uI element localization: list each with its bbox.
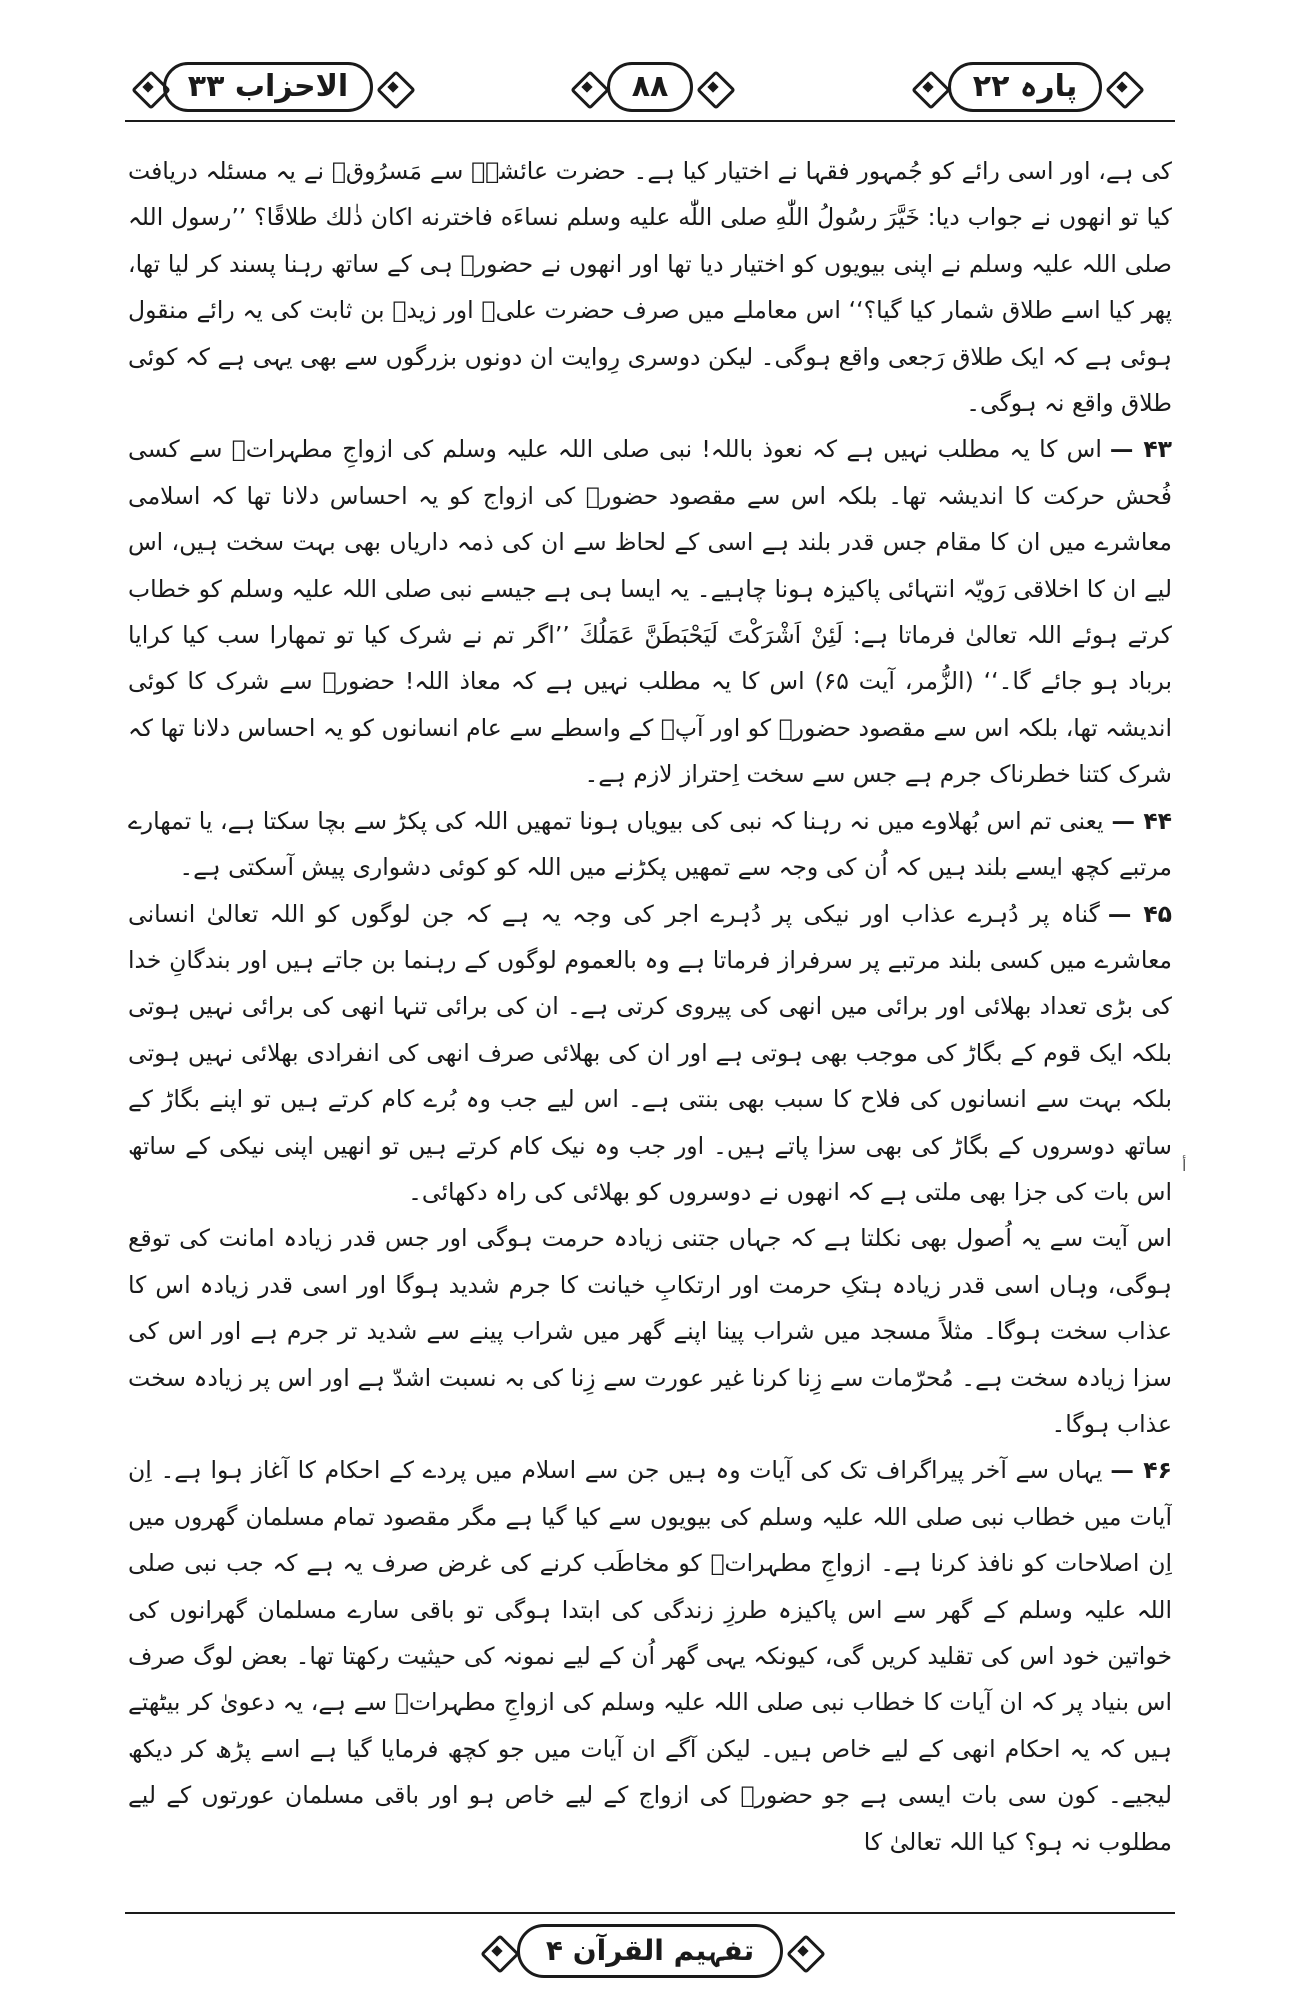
paragraph: [128, 1215, 1172, 1447]
page-number: ۸۸: [607, 62, 694, 112]
footer: [0, 1924, 1300, 1978]
book-title: تفہیم القرآن ۴: [517, 1924, 783, 1978]
paragraph-text: یہاں سے آخر پیراگراف تک کی آیات وہ ہیں جن سے اسلام میں پردے کے احکام کا آغاز ہوا ہے۔ اِن آیات میں خطاب نبی صلی اللہ علیہ وسلم کی بیویوں سے کیا گیا ہے مگر مقصود تمام مسلمان گھروں میں اِن اصلاحات کو نافذ کرنا ہے۔ ازواجِ مطہراتؓ کو مخاطَب کرنے کی غرض صرف یہ ہے کہ جب نبی صلی اللہ علیہ وسلم کے گھر سے اس پاکیزہ طرزِ زندگی کی ابتدا ہوگی تو باقی سارے مسلمان گھرانوں کی خواتین خود اس کی تقلید کریں گی، کیونکہ یہی گھر اُن کے لیے نمونہ کی حیثیت رکھتا تھا۔ بعض لوگ صرف اس بنیاد پر کہ ان آیات کا خطاب نبی صلی اللہ علیہ وسلم کی ازواجِ مطہراتؓ سے ہے، یہ دعویٰ کر بیٹھتے ہیں کہ یہ احکام انھی کے لیے خاص ہیں۔ لیکن آگے ان آیات میں جو کچھ فرمایا گیا ہے اسے پڑھ کر دیکھ لیجیے۔ کون سی بات ایسی ہے جو حضورؐ کی ازواج کے لیے خاص ہو اور باقی مسلمان عورتوں کے لیے مطلوب نہ ہو؟ کیا اللہ تعالیٰ کا: [128, 1456, 1172, 1856]
paragraph: [128, 891, 1172, 1216]
paragraph-text: اس کا یہ مطلب نہیں ہے کہ نعوذ باللہ! نبی صلی اللہ علیہ وسلم کی ازواجِ مطہراتؓ سے کسی فُحش حرکت کا اندیشہ تھا۔ بلکہ اس سے مقصود حضورؐ کی ازواج کو یہ احساس دلانا تھا کہ اسلامی معاشرے میں ان کا مقام جس قدر بلند ہے اسی کے لحاظ سے ان کی ذمہ داریاں بھی بہت سخت ہیں، اس لیے ان کا اخلاقی رَویّہ انتہائی پاکیزہ ہونا چاہیے۔ یہ ایسا ہی ہے جیسے نبی صلی اللہ علیہ وسلم کو خطاب کرتے ہوئے اللہ تعالیٰ فرماتا ہے: لَئِنْ اَشْرَكْتَ لَيَحْبَطَنَّ عَمَلُكَ ’’اگر تم نے شرک کیا تو تمھارا سب کیا کرایا برباد ہو جائے گا۔‘‘ (الزُّمر، آیت ۶۵) اس کا یہ مطلب نہیں ہے کہ معاذ اللہ! حضورؐ سے شرک کا کوئی اندیشہ تھا، بلکہ اس سے مقصود حضورؐ کو اور آپؐ کے واسطے سے عام انسانوں کو یہ احساس دلانا تھا کہ شرک کتنا خطرناک جرم ہے جس سے سخت اِحتراز لازم ہے۔: [128, 435, 1172, 789]
paragraph-text: کی ہے، اور اسی رائے کو جُمہور فقہا نے اختیار کیا ہے۔ حضرت عائشہؓ سے مَسرُوقؒ نے یہ مسئلہ دریافت کیا تو انھوں نے جواب دیا: خَيَّرَ رسُولُ اللّٰهِ صلى اللّٰه عليه وسلم نساءَه فاخترنه اكان ذٰلك طلاقًا؟ ’’رسول اللہ صلی اللہ علیہ وسلم نے اپنی بیویوں کو اختیار دیا تھا اور انھوں نے حضورؐ ہی کے ساتھ رہنا پسند کر لیا تھا، پھر کیا اسے طلاق شمار کیا گیا؟‘‘ اس معاملے میں صرف حضرت علیؓ اور زیدؓ بن ثابت کی یہ رائے منقول ہوئی ہے کہ ایک طلاق رَجعی واقع ہوگی۔ لیکن دوسری رِوایت ان دونوں بزرگوں سے بھی یہی ہے کہ کوئی طلاق واقع نہ ہوگی۔: [128, 157, 1172, 418]
ornament-icon: [1102, 67, 1142, 107]
margin-mark: أ: [1182, 1156, 1187, 1175]
ornament-icon: [908, 67, 948, 107]
header-rule: [125, 120, 1175, 122]
ornament-icon: [373, 67, 408, 107]
ornament-icon: [693, 67, 733, 107]
paragraph-text: گناہ پر دُہرے عذاب اور نیکی پر دُہرے اجر کی وجہ یہ ہے کہ جن لوگوں کو اللہ تعالیٰ انسانی معاشرے میں کسی بلند مرتبے پر سرفراز فرماتا ہے وہ بالعموم لوگوں کے رہنما بن جاتے ہیں اور بندگانِ خدا کی بڑی تعداد بھلائی اور برائی میں انھی کی پیروی کرتی ہے۔ ان کی برائی تنہا انھی کی برائی نہیں ہوتی بلکہ ایک قوم کے بگاڑ کی موجب بھی ہوتی ہے اور ان کی بھلائی صرف انھی کی انفرادی بھلائی نہیں ہوتی بلکہ بہت سے انسانوں کی فلاح کا سبب بھی بنتی ہے۔ اس لیے جب وہ بُرے کام کرتے ہیں تو اپنے بگاڑ کے ساتھ دوسروں کے بگاڑ کی بھی سزا پاتے ہیں۔ اور جب وہ نیک کام کرتے ہیں تو انھیں اپنی نیکی کے ساتھ اس بات کی جزا بھی ملتی ہے کہ انھوں نے دوسروں کو بھلائی کی راہ دکھائی۔: [128, 899, 1172, 1206]
footer-rule: [125, 1912, 1175, 1914]
paragraph: [128, 426, 1172, 797]
header-left-box: [128, 58, 408, 116]
paragraph-text: اس آیت سے یہ اُصول بھی نکلتا ہے کہ جہاں جتنی زیادہ حرمت ہوگی اور جس قدر زیادہ امانت کی توقع ہوگی، وہاں اسی قدر زیادہ ہتکِ حرمت اور ارتکابِ خیانت کا جرم شدید ہوگا اور اسی قدر زیادہ اس کا عذاب سخت ہوگا۔ مثلاً مسجد میں شراب پینا اپنے گھر میں شراب پینے سے شدید تر جرم ہے اور اس کی سزا زیادہ سخت ہے۔ مُحرّمات سے زِنا کرنا غیر عورت سے زِنا کی بہ نسبت اشدّ ہے اور اس پر زیادہ سخت عذاب ہوگا۔: [128, 1224, 1172, 1438]
ornament-icon: [128, 67, 163, 107]
header-center-box: [545, 58, 755, 116]
note-number: ۴۵ —: [1107, 899, 1172, 928]
paragraph: [128, 1447, 1172, 1865]
paragraph: [128, 148, 1172, 426]
ornament-icon: [567, 67, 607, 107]
surah-title: الاحزاب ۳۳: [163, 62, 373, 112]
para-title: پارہ ۲۲: [948, 62, 1102, 112]
ornament-icon: [783, 1931, 823, 1971]
ornament-icon: [477, 1931, 517, 1971]
note-number: ۴۴ —: [1111, 806, 1172, 835]
note-number: ۴۳ —: [1109, 435, 1172, 464]
header-right-box: [880, 58, 1170, 116]
page-body: [128, 148, 1172, 1908]
paragraph: [128, 798, 1172, 891]
note-number: ۴۶ —: [1110, 1456, 1172, 1485]
paragraph-text: یعنی تم اس بُھلاوے میں نہ رہنا کہ نبی کی بیویاں ہونا تمھیں اللہ کی پکڑ سے بچا سکتا ہے، یا تمھارے مرتبے کچھ ایسے بلند ہیں کہ اُن کی وجہ سے تمھیں پکڑنے میں اللہ کو کوئی دشواری پیش آسکتی ہے۔: [128, 806, 1172, 882]
